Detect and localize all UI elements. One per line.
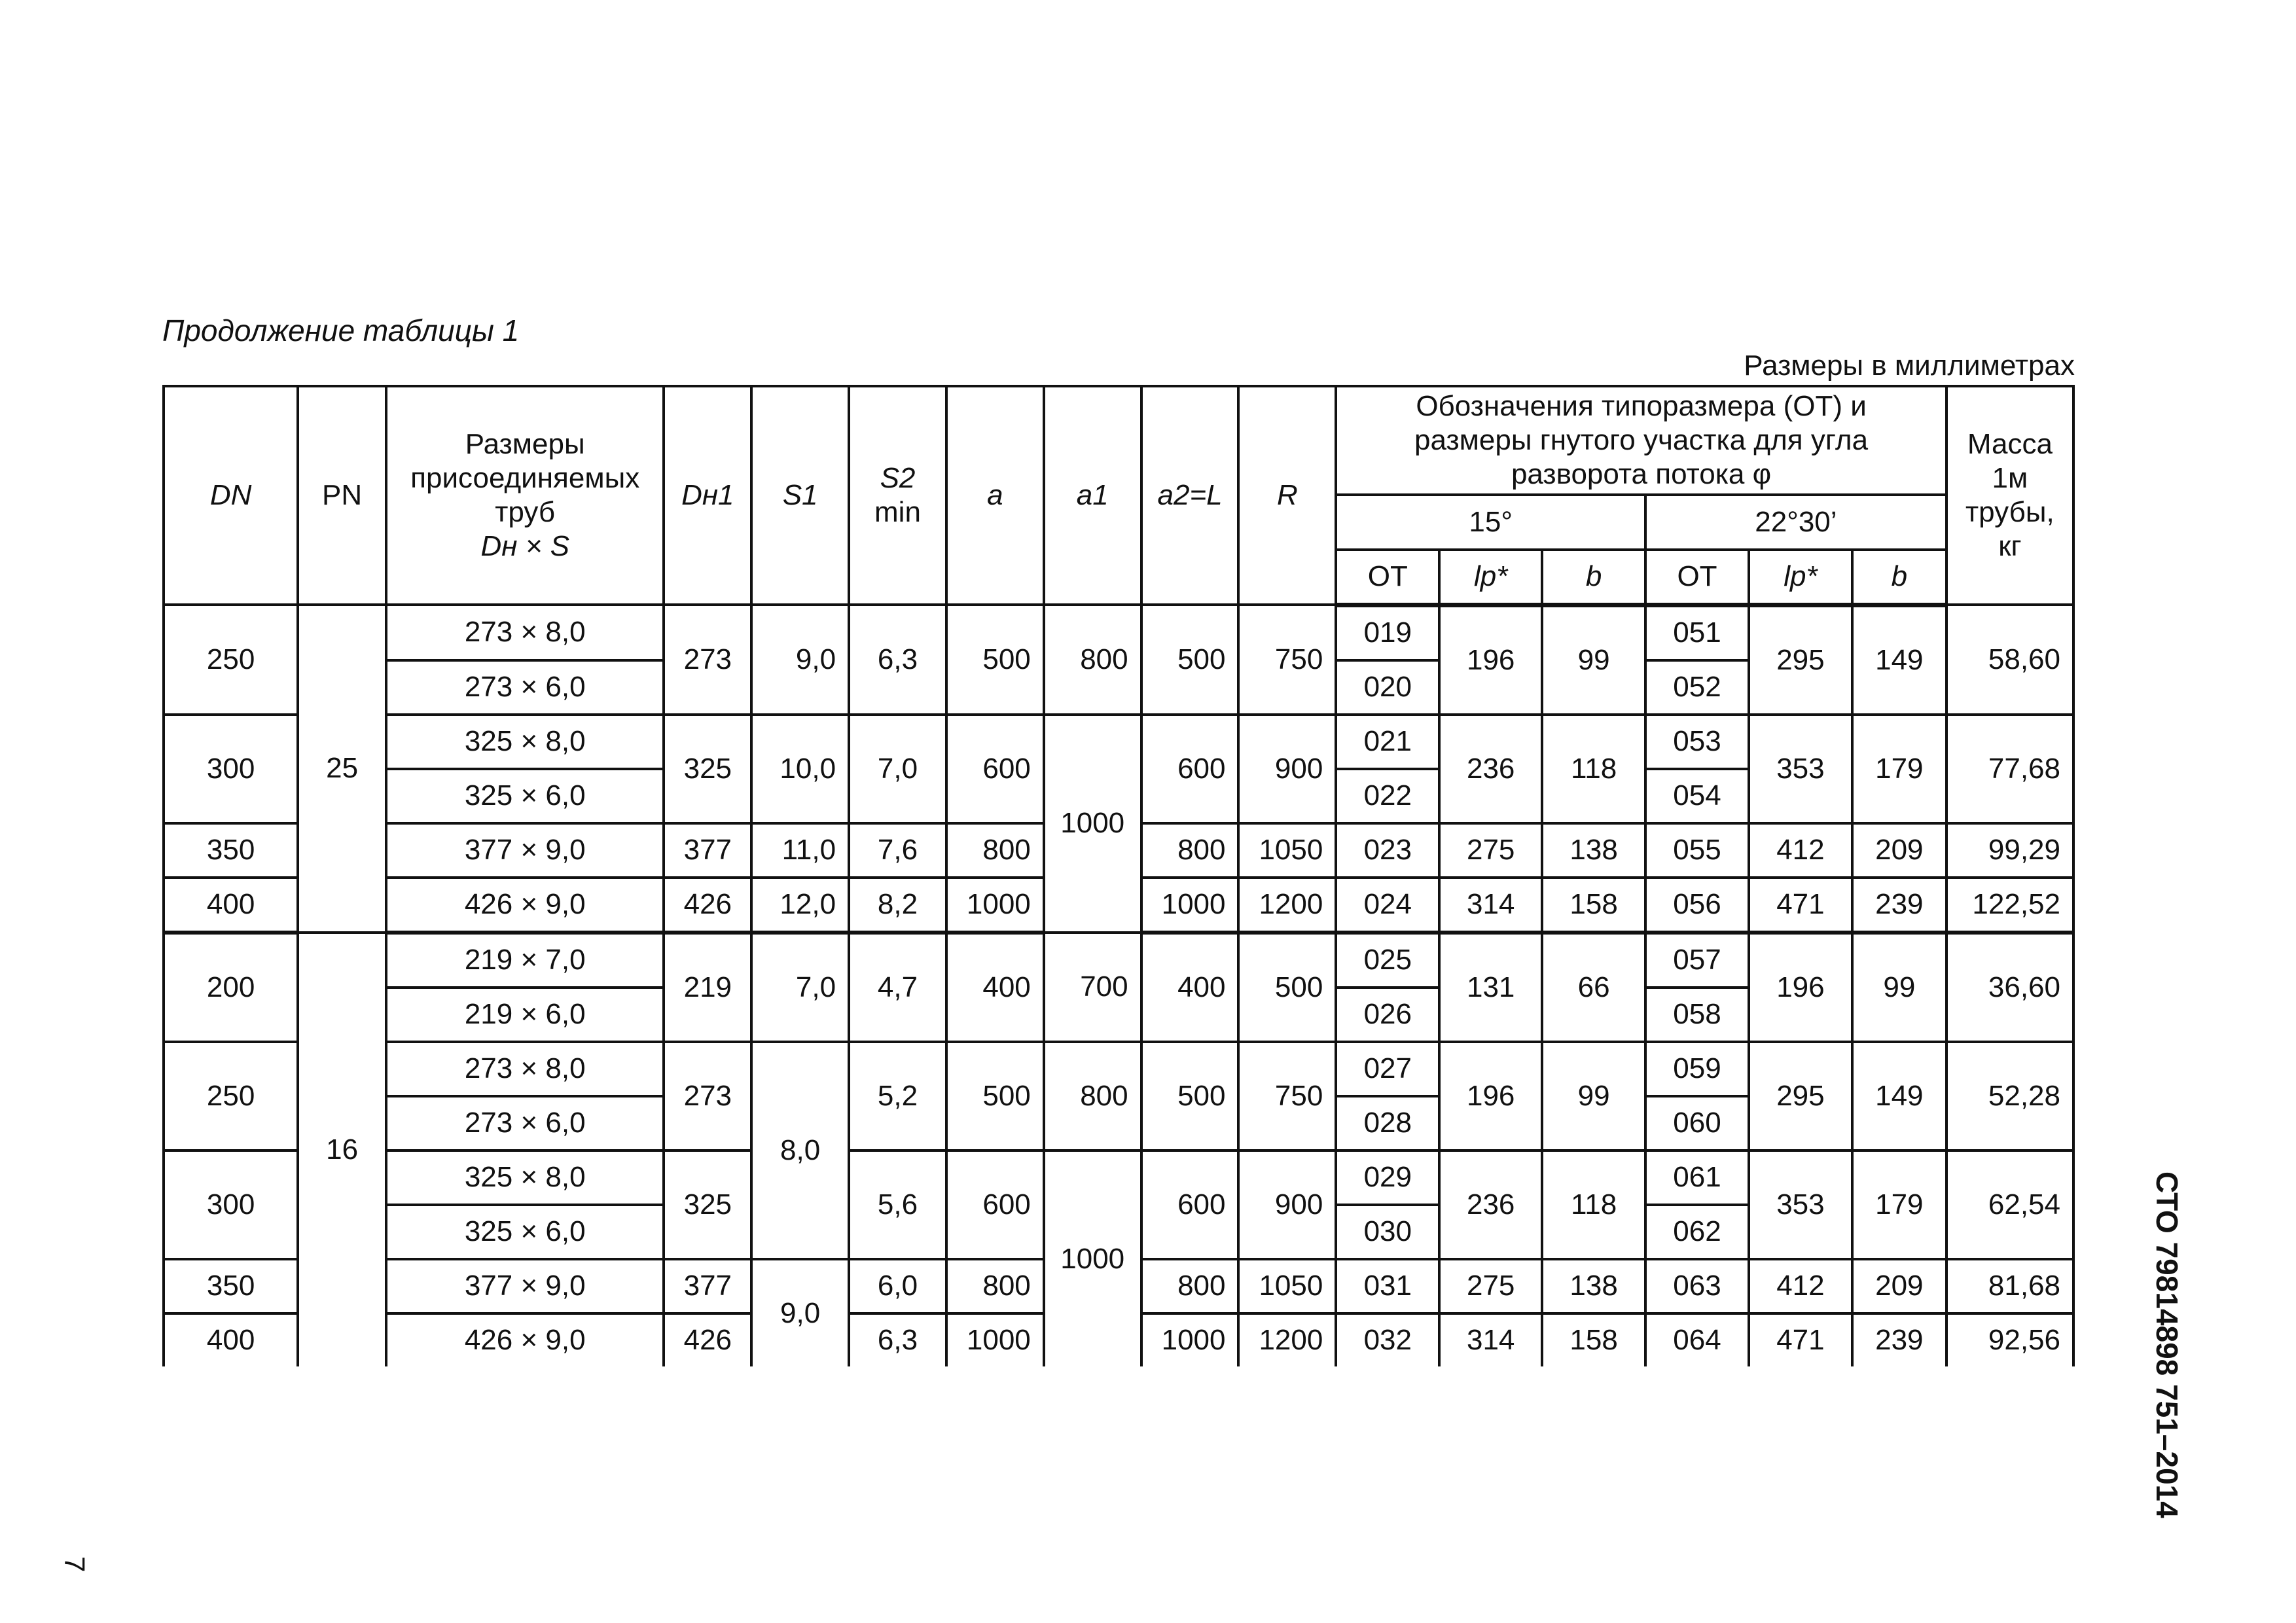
cell-dn1: 377	[664, 823, 751, 878]
cell-b-22: 209	[1852, 823, 1946, 878]
cell-lp-22: 196	[1749, 933, 1852, 1042]
cell-dn1: 273	[664, 1042, 751, 1150]
cell-pipe: 273 × 6,0	[386, 1096, 664, 1150]
header-ot-15: ОТ	[1336, 550, 1439, 605]
cell-a: 800	[946, 823, 1044, 878]
cell-ot-22: 057	[1645, 933, 1749, 988]
cell-lp-15: 314	[1439, 1313, 1542, 1366]
cell-a2: 500	[1141, 1042, 1239, 1150]
cell-ot-15: 023	[1336, 823, 1439, 878]
cell-dn1: 219	[664, 933, 751, 1042]
cell-b-15: 99	[1542, 605, 1645, 715]
cell-ot-15: 024	[1336, 878, 1439, 933]
header-a: a	[946, 386, 1044, 605]
table-caption: Продолжение таблицы 1	[162, 313, 520, 348]
cell-s1: 8,0	[751, 1042, 849, 1259]
cell-r: 1200	[1238, 1313, 1336, 1366]
cell-dn: 350	[164, 1259, 298, 1313]
cell-lp-15: 196	[1439, 605, 1542, 715]
table-row	[164, 933, 2073, 988]
cell-s2: 5,2	[849, 1042, 946, 1150]
cell-ot-22: 064	[1645, 1313, 1749, 1366]
cell-pipe: 273 × 8,0	[386, 1042, 664, 1096]
cell-dn1: 426	[664, 1313, 751, 1366]
cell-a2: 600	[1141, 715, 1239, 823]
cell-b-15: 138	[1542, 1259, 1645, 1313]
cell-a: 600	[946, 1150, 1044, 1259]
cell-lp-22: 412	[1749, 1259, 1852, 1313]
cell-r: 1200	[1238, 878, 1336, 933]
cell-r: 750	[1238, 1042, 1336, 1150]
cell-ot-15: 021	[1336, 715, 1439, 769]
header-ot-22: ОТ	[1645, 550, 1749, 605]
cell-lp-15: 236	[1439, 1150, 1542, 1259]
header-lp-22: lр*	[1749, 550, 1852, 605]
cell-b-22: 239	[1852, 878, 1946, 933]
cell-b-22: 149	[1852, 605, 1946, 715]
header-a1: a1	[1044, 386, 1141, 605]
cell-pipe: 377 × 9,0	[386, 1259, 664, 1313]
cell-ot-15: 027	[1336, 1042, 1439, 1096]
cell-ot-22: 060	[1645, 1096, 1749, 1150]
cell-lp-22: 471	[1749, 878, 1852, 933]
cell-s2: 4,7	[849, 933, 946, 1042]
cell-lp-15: 196	[1439, 1042, 1542, 1150]
cell-ot-22: 063	[1645, 1259, 1749, 1313]
cell-dn: 400	[164, 1313, 298, 1366]
cell-b-22: 179	[1852, 1150, 1946, 1259]
table-row	[164, 715, 2073, 769]
table-row	[164, 605, 2073, 660]
header-b-15: b	[1542, 550, 1645, 605]
cell-ot-15: 031	[1336, 1259, 1439, 1313]
cell-pipe: 273 × 8,0	[386, 605, 664, 660]
cell-s2: 6,3	[849, 605, 946, 715]
cell-dn: 300	[164, 1150, 298, 1259]
cell-mass: 77,68	[1946, 715, 2073, 823]
cell-ot-22: 056	[1645, 878, 1749, 933]
header-pn: PN	[298, 386, 386, 605]
cell-ot-22: 051	[1645, 605, 1749, 660]
cell-s2: 7,6	[849, 823, 946, 878]
cell-dn1: 273	[664, 605, 751, 715]
cell-lp-22: 295	[1749, 1042, 1852, 1150]
cell-ot-15: 025	[1336, 933, 1439, 988]
cell-s1: 9,0	[751, 1259, 849, 1366]
cell-dn: 250	[164, 1042, 298, 1150]
cell-lp-22: 353	[1749, 1150, 1852, 1259]
cell-ot-15: 029	[1336, 1150, 1439, 1205]
cell-pipe: 377 × 9,0	[386, 823, 664, 878]
cell-a1: 1000	[1044, 715, 1141, 933]
header-s2: S2 min	[849, 386, 946, 605]
cell-a2: 600	[1141, 1150, 1239, 1259]
cell-b-22: 239	[1852, 1313, 1946, 1366]
cell-a2: 400	[1141, 933, 1239, 1042]
cell-s1: 7,0	[751, 933, 849, 1042]
cell-dn1: 377	[664, 1259, 751, 1313]
cell-ot-15: 028	[1336, 1096, 1439, 1150]
cell-b-22: 209	[1852, 1259, 1946, 1313]
cell-mass: 62,54	[1946, 1150, 2073, 1259]
cell-pipe: 219 × 6,0	[386, 988, 664, 1042]
cell-a: 500	[946, 605, 1044, 715]
cell-lp-15: 236	[1439, 715, 1542, 823]
cell-pn: 16	[298, 933, 386, 1366]
cell-b-22: 149	[1852, 1042, 1946, 1150]
cell-ot-15: 020	[1336, 660, 1439, 715]
header-b-22: b	[1852, 550, 1946, 605]
cell-lp-15: 314	[1439, 878, 1542, 933]
cell-dn: 350	[164, 823, 298, 878]
cell-b-15: 118	[1542, 1150, 1645, 1259]
cell-s1: 12,0	[751, 878, 849, 933]
cell-pipe: 325 × 6,0	[386, 1205, 664, 1259]
cell-b-22: 99	[1852, 933, 1946, 1042]
units-note: Размеры в миллиметрах	[1744, 349, 2075, 382]
cell-a: 1000	[946, 878, 1044, 933]
cell-pipe: 325 × 6,0	[386, 769, 664, 823]
cell-lp-15: 275	[1439, 1259, 1542, 1313]
dimensions-table	[162, 385, 2075, 1366]
cell-ot-22: 052	[1645, 660, 1749, 715]
cell-mass: 58,60	[1946, 605, 2073, 715]
cell-s1: 9,0	[751, 605, 849, 715]
cell-ot-22: 059	[1645, 1042, 1749, 1096]
cell-b-15: 66	[1542, 933, 1645, 1042]
cell-r: 750	[1238, 605, 1336, 715]
cell-pn: 25	[298, 605, 386, 933]
table-row	[164, 1150, 2073, 1205]
cell-mass: 122,52	[1946, 878, 2073, 933]
cell-r: 500	[1238, 933, 1336, 1042]
cell-mass: 99,29	[1946, 823, 2073, 878]
cell-ot-15: 026	[1336, 988, 1439, 1042]
cell-lp-22: 471	[1749, 1313, 1852, 1366]
header-angle-22-30: 22°30’	[1645, 495, 1946, 550]
cell-a2: 800	[1141, 823, 1239, 878]
cell-b-15: 138	[1542, 823, 1645, 878]
header-pipe-sizes: Размеры присоединяемых труб Dн × S	[386, 386, 664, 605]
cell-lp-22: 295	[1749, 605, 1852, 715]
document-id: СТО 79814898 751–2014	[2150, 1171, 2184, 1518]
header-dn1: Dн1	[664, 386, 751, 605]
cell-ot-15: 030	[1336, 1205, 1439, 1259]
cell-dn: 200	[164, 933, 298, 1042]
cell-lp-22: 353	[1749, 715, 1852, 823]
cell-a2: 800	[1141, 1259, 1239, 1313]
page-number: 7	[58, 1556, 90, 1573]
header-size-group: Обозначения типоразмера (ОТ) и размеры гнутого участка для угла разворота потока φ	[1336, 386, 1946, 495]
cell-r: 900	[1238, 715, 1336, 823]
cell-ot-15: 022	[1336, 769, 1439, 823]
cell-a: 400	[946, 933, 1044, 1042]
header-lp-15: lр*	[1439, 550, 1542, 605]
cell-s2: 6,3	[849, 1313, 946, 1366]
cell-a1: 800	[1044, 605, 1141, 715]
cell-ot-22: 055	[1645, 823, 1749, 878]
cell-a2: 1000	[1141, 1313, 1239, 1366]
cell-dn: 400	[164, 878, 298, 933]
cell-r: 1050	[1238, 823, 1336, 878]
cell-r: 1050	[1238, 1259, 1336, 1313]
cell-a2: 1000	[1141, 878, 1239, 933]
cell-lp-15: 275	[1439, 823, 1542, 878]
cell-s2: 7,0	[849, 715, 946, 823]
cell-b-15: 158	[1542, 1313, 1645, 1366]
cell-a: 1000	[946, 1313, 1044, 1366]
cell-a: 800	[946, 1259, 1044, 1313]
cell-s1: 11,0	[751, 823, 849, 878]
cell-s2: 5,6	[849, 1150, 946, 1259]
cell-dn1: 325	[664, 715, 751, 823]
header-r: R	[1238, 386, 1336, 605]
cell-pipe: 325 × 8,0	[386, 715, 664, 769]
header-a2-l: a2=L	[1141, 386, 1239, 605]
cell-mass: 81,68	[1946, 1259, 2073, 1313]
cell-a1: 700	[1044, 933, 1141, 1042]
cell-pipe: 426 × 9,0	[386, 878, 664, 933]
cell-r: 900	[1238, 1150, 1336, 1259]
cell-ot-22: 053	[1645, 715, 1749, 769]
cell-ot-22: 061	[1645, 1150, 1749, 1205]
cell-s2: 6,0	[849, 1259, 946, 1313]
cell-a1: 800	[1044, 1042, 1141, 1150]
cell-a: 500	[946, 1042, 1044, 1150]
cell-ot-15: 032	[1336, 1313, 1439, 1366]
cell-dn: 300	[164, 715, 298, 823]
cell-lp-15: 131	[1439, 933, 1542, 1042]
cell-dn1: 325	[664, 1150, 751, 1259]
cell-ot-22: 054	[1645, 769, 1749, 823]
cell-b-15: 99	[1542, 1042, 1645, 1150]
header-s1: S1	[751, 386, 849, 605]
cell-a: 600	[946, 715, 1044, 823]
cell-lp-22: 412	[1749, 823, 1852, 878]
cell-ot-15: 019	[1336, 605, 1439, 660]
cell-pipe: 325 × 8,0	[386, 1150, 664, 1205]
cell-dn1: 426	[664, 878, 751, 933]
header-angle-15: 15°	[1336, 495, 1645, 550]
cell-mass: 92,56	[1946, 1313, 2073, 1366]
cell-mass: 52,28	[1946, 1042, 2073, 1150]
header-dn: DN	[164, 386, 298, 605]
cell-ot-22: 062	[1645, 1205, 1749, 1259]
cell-a2: 500	[1141, 605, 1239, 715]
cell-b-15: 118	[1542, 715, 1645, 823]
cell-pipe: 273 × 6,0	[386, 660, 664, 715]
cell-a1: 1000	[1044, 1150, 1141, 1366]
cell-pipe: 426 × 9,0	[386, 1313, 664, 1366]
cell-s1: 10,0	[751, 715, 849, 823]
cell-pipe: 219 × 7,0	[386, 933, 664, 988]
table-row	[164, 1042, 2073, 1096]
cell-b-22: 179	[1852, 715, 1946, 823]
cell-dn: 250	[164, 605, 298, 715]
cell-s2: 8,2	[849, 878, 946, 933]
cell-ot-22: 058	[1645, 988, 1749, 1042]
cell-b-15: 158	[1542, 878, 1645, 933]
header-mass: Масса 1м трубы, кг	[1946, 386, 2073, 605]
cell-mass: 36,60	[1946, 933, 2073, 1042]
